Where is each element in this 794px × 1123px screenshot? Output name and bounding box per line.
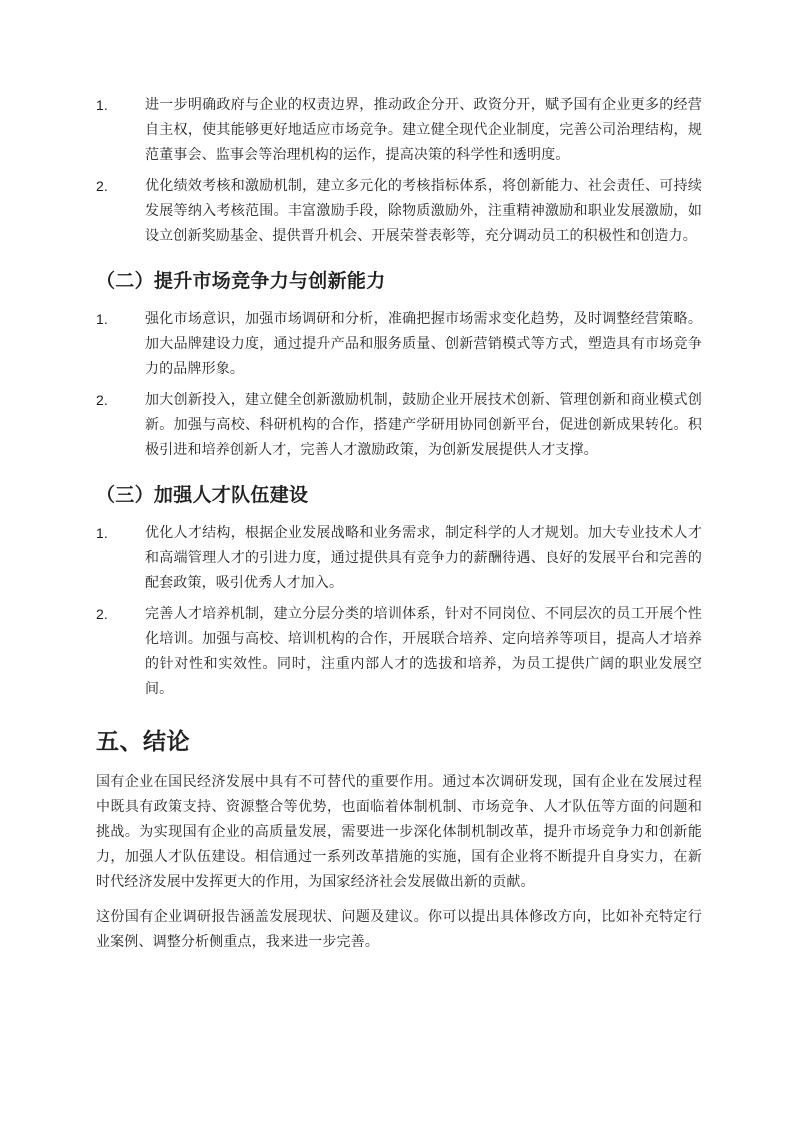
section-heading-talent: （三）加强人才队伍建设 bbox=[96, 484, 309, 506]
list-item-text: 优化绩效考核和激励机制，建立多元化的考核指标体系，将创新能力、社会责任、可持续发展等纳入考核范围。丰富激励手段，除物质激励外，注重精神激励和职业发展激励，如设立创新奖励基金、提供晋升机会、开展荣誉表彰等，充分调动员工的积极性和创造力。 bbox=[145, 178, 702, 244]
list-item bbox=[96, 174, 702, 249]
list-item bbox=[96, 388, 702, 463]
list-item-number: 1. bbox=[96, 97, 108, 113]
closing-note-paragraph: 这份国有企业调研报告涵盖发展现状、问题及建议。你可以提出具体修改方向，比如补充特定行业案例、调整分析侧重点，我来进一步完善。 bbox=[96, 909, 702, 950]
conclusion-heading: 五、结论 bbox=[96, 729, 190, 755]
list-item-number: 1. bbox=[96, 311, 108, 327]
list-item-number: 1. bbox=[96, 525, 108, 541]
competitiveness-list bbox=[96, 307, 702, 463]
reform-list bbox=[96, 93, 702, 249]
list-item-text: 进一步明确政府与企业的权责边界，推动政企分开、政资分开，赋予国有企业更多的经营自主权，使其能够更好地适应市场竞争。建立健全现代企业制度，完善公司治理结构，规范董事会、监事会等治理机构的运作，提高决策的科学性和透明度。 bbox=[145, 97, 702, 163]
list-item bbox=[96, 521, 702, 596]
list-item-text: 优化人才结构，根据企业发展战略和业务需求，制定科学的人才规划。加大专业技术人才和高端管理人才的引进力度，通过提供具有竞争力的薪酬待遇、良好的发展平台和完善的配套政策，吸引优秀人才加入。 bbox=[145, 525, 702, 591]
list-item bbox=[96, 307, 702, 382]
talent-list bbox=[96, 521, 702, 702]
list-item-number: 2. bbox=[96, 392, 108, 408]
list-item-number: 2. bbox=[96, 178, 108, 194]
conclusion-paragraph: 国有企业在国民经济发展中具有不可替代的重要作用。通过本次调研发现，国有企业在发展过程中既具有政策支持、资源整合等优势，也面临着体制机制、市场竞争、人才队伍等方面的问题和挑战。为实现国有企业的高质量发展，需要进一步深化体制机制改革，提升市场竞争力和创新能力，加强人才队伍建设。相信通过一系列改革措施的实施，国有企业将不断提升自身实力，在新时代经济发展中发挥更大的作用，为国家经济社会发展做出新的贡献。 bbox=[96, 774, 702, 890]
list-item-number: 2. bbox=[96, 606, 108, 622]
list-item bbox=[96, 602, 702, 702]
section-heading-competitiveness: （二）提升市场竞争力与创新能力 bbox=[96, 270, 386, 292]
document-page bbox=[96, 93, 702, 965]
list-item bbox=[96, 93, 702, 168]
list-item-text: 完善人才培养机制，建立分层分类的培训体系，针对不同岗位、不同层次的员工开展个性化培训。加强与高校、培训机构的合作，开展联合培养、定向培养等项目，提高人才培养的针对性和实效性。同时，注重内部人才的选拔和培养，为员工提供广阔的职业发展空间。 bbox=[145, 606, 702, 697]
list-item-text: 强化市场意识，加强市场调研和分析，准确把握市场需求变化趋势，及时调整经营策略。加大品牌建设力度，通过提升产品和服务质量、创新营销模式等方式，塑造具有市场竞争力的品牌形象。 bbox=[145, 311, 702, 377]
list-item-text: 加大创新投入，建立健全创新激励机制，鼓励企业开展技术创新、管理创新和商业模式创新。加强与高校、科研机构的合作，搭建产学研用协同创新平台，促进创新成果转化。积极引进和培养创新人才，完善人才激励政策，为创新发展提供人才支撑。 bbox=[145, 392, 702, 458]
